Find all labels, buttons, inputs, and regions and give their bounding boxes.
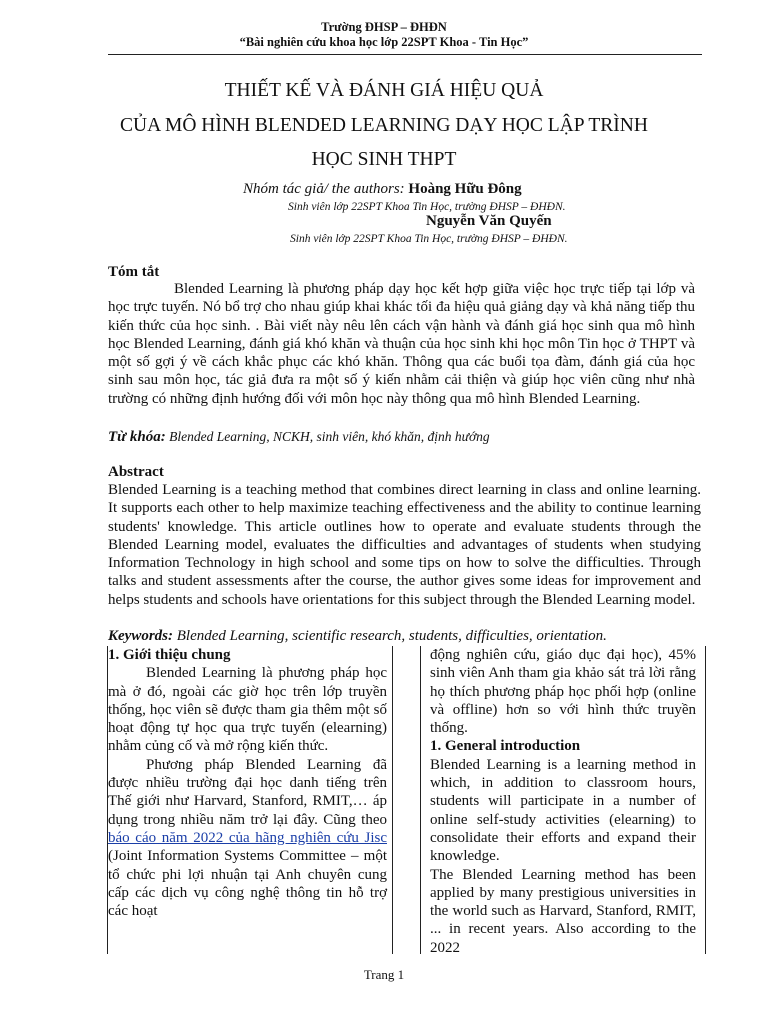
abstract-en-heading: Abstract (108, 464, 164, 480)
keywords-en-label: Keywords: (108, 628, 173, 644)
section-1-en-para-1: Blended Learning is a learning method in which, in addition to classroom hours, students will participate in a number of online self-study activities (elearning) to consolidate their efforts and expand their knowledge. (430, 756, 696, 865)
column-rule-center-a (392, 646, 393, 954)
keywords-en-text: Blended Learning, scientific research, students, difficulties, orientation. (173, 628, 607, 644)
section-1-vi-heading: 1. Giới thiệu chung (108, 647, 231, 663)
abstract-vi-heading: Tóm tắt (108, 264, 160, 280)
title-line-2: CỦA MÔ HÌNH BLENDED LEARNING DẠY HỌC LẬP TRÌNH (120, 115, 648, 136)
right-column (430, 646, 696, 957)
column-rule-center-b (420, 646, 421, 954)
affiliation-1: Sinh viên lớp 22SPT Khoa Tin Học, trường ĐHSP – ĐHĐN. (288, 201, 566, 213)
title-line-3: HỌC SINH THPT (311, 149, 457, 170)
affiliation-2: Sinh viên lớp 22SPT Khoa Tin Học, trường ĐHSP – ĐHĐN. (290, 233, 568, 245)
section-1-en-heading: 1. General introduction (430, 738, 581, 755)
jisc-report-link[interactable]: báo cáo năm 2022 của hãng nghiên cứu Jisc (108, 829, 387, 846)
abstract-en-body: Blended Learning is a teaching method that combines direct learning in class and online learning. It supports each other to help maximize teaching effectiveness and the ability to continue learning students' knowledge. This article outlines how to operate and evaluate students through the Blended Learning model, evaluates the difficulties and advantages of students when studying Information Technology in high school and some tips on how to solve the difficulties. Through talks and student assessments after the course, the author gives some ideas for improvement and helps students and schools have orientations for this subject through the Blended Learning model. (108, 482, 701, 608)
author-1: Hoàng Hữu Đông (408, 181, 522, 197)
abstract-vi-body: Blended Learning là phương pháp dạy học kết hợp giữa việc học trực tiếp tại lớp và học trực tuyến. Nó bổ trợ cho nhau giúp khai khác tối đa hiệu quả giảng dạy và khả năng tiếp thu kiến thức của học sinh. . Bài viết này nêu lên cách vận hành và đánh giá học sinh qua mô hình học Blended Learning, đánh giá khó khăn và thuận của học sinh khi học môn Tin học ở THPT và một số gợi ý về cách khắc phục các khó khăn. Thông qua các buổi tọa đàm, đánh giá của học sinh sau môn học, tác giả đưa ra một số ý kiến nhằm cải thiện và giúp học viên cũng như nhà trường có những định hướng đối với môn học này thông qua mô hình Blended Learning. (108, 281, 695, 407)
keywords-en (108, 628, 607, 645)
header-series: “Bài nghiên cứu khoa học lớp 22SPT Khoa - Tin Học” (239, 35, 529, 49)
keywords-vi (108, 429, 490, 446)
para-2-text-start: Phương pháp Blended Learning đã được nhiều trường đại học danh tiếng trên Thế giới như Harvard, Stanford, RMIT,… áp dụng trong nhiều năm trở lại đây. Cũng theo (108, 756, 387, 828)
page-number: Trang 1 (363, 967, 405, 982)
title-line-1: THIẾT KẾ VÀ ĐÁNH GIÁ HIỆU QUẢ (224, 80, 544, 101)
column-rule-right (705, 646, 706, 954)
para-2-text-end: (Joint Information Systems Committee – một tổ chức phi lợi nhuận tại Anh chuyên cung cấp các dịch vụ công nghệ thông tin hỗ trợ các hoạt (108, 848, 387, 920)
section-1-en-para-2: The Blended Learning method has been applied by many prestigious universities in the world such as Harvard, Stanford, RMIT, ... in recent years. Also according to the 2022 (430, 866, 696, 956)
left-column (108, 646, 387, 920)
section-1-vi-para-2 (108, 756, 387, 921)
section-1-vi-para-1: Blended Learning là phương pháp học mà ở đó, ngoài các giờ học trên lớp truyền thống, học viên sẽ được tham gia thêm một số hoạt động tự học qua trực tuyến (elearning) nhằm củng cố và mở rộng kiến thức. (108, 665, 387, 755)
keywords-vi-label: Từ khóa: (108, 429, 166, 445)
keywords-vi-text: Blended Learning, NCKH, sinh viên, khó khăn, định hướng (165, 429, 490, 444)
authors-line (243, 181, 522, 198)
section-1-vi-para-cont: động nghiên cứu, giáo dục đại học), 45% sinh viên Anh tham gia khảo sát trả lời rằng họ thích phương pháp học phối hợp (online và offline) hơn so với hình thức truyền thống. (430, 647, 696, 737)
author-2: Nguyễn Văn Quyến (426, 213, 552, 229)
authors-label: Nhóm tác giả/ the authors: (243, 181, 405, 197)
header-rule (108, 54, 702, 55)
header-institution: Trường ĐHSP – ĐHĐN (321, 20, 447, 34)
